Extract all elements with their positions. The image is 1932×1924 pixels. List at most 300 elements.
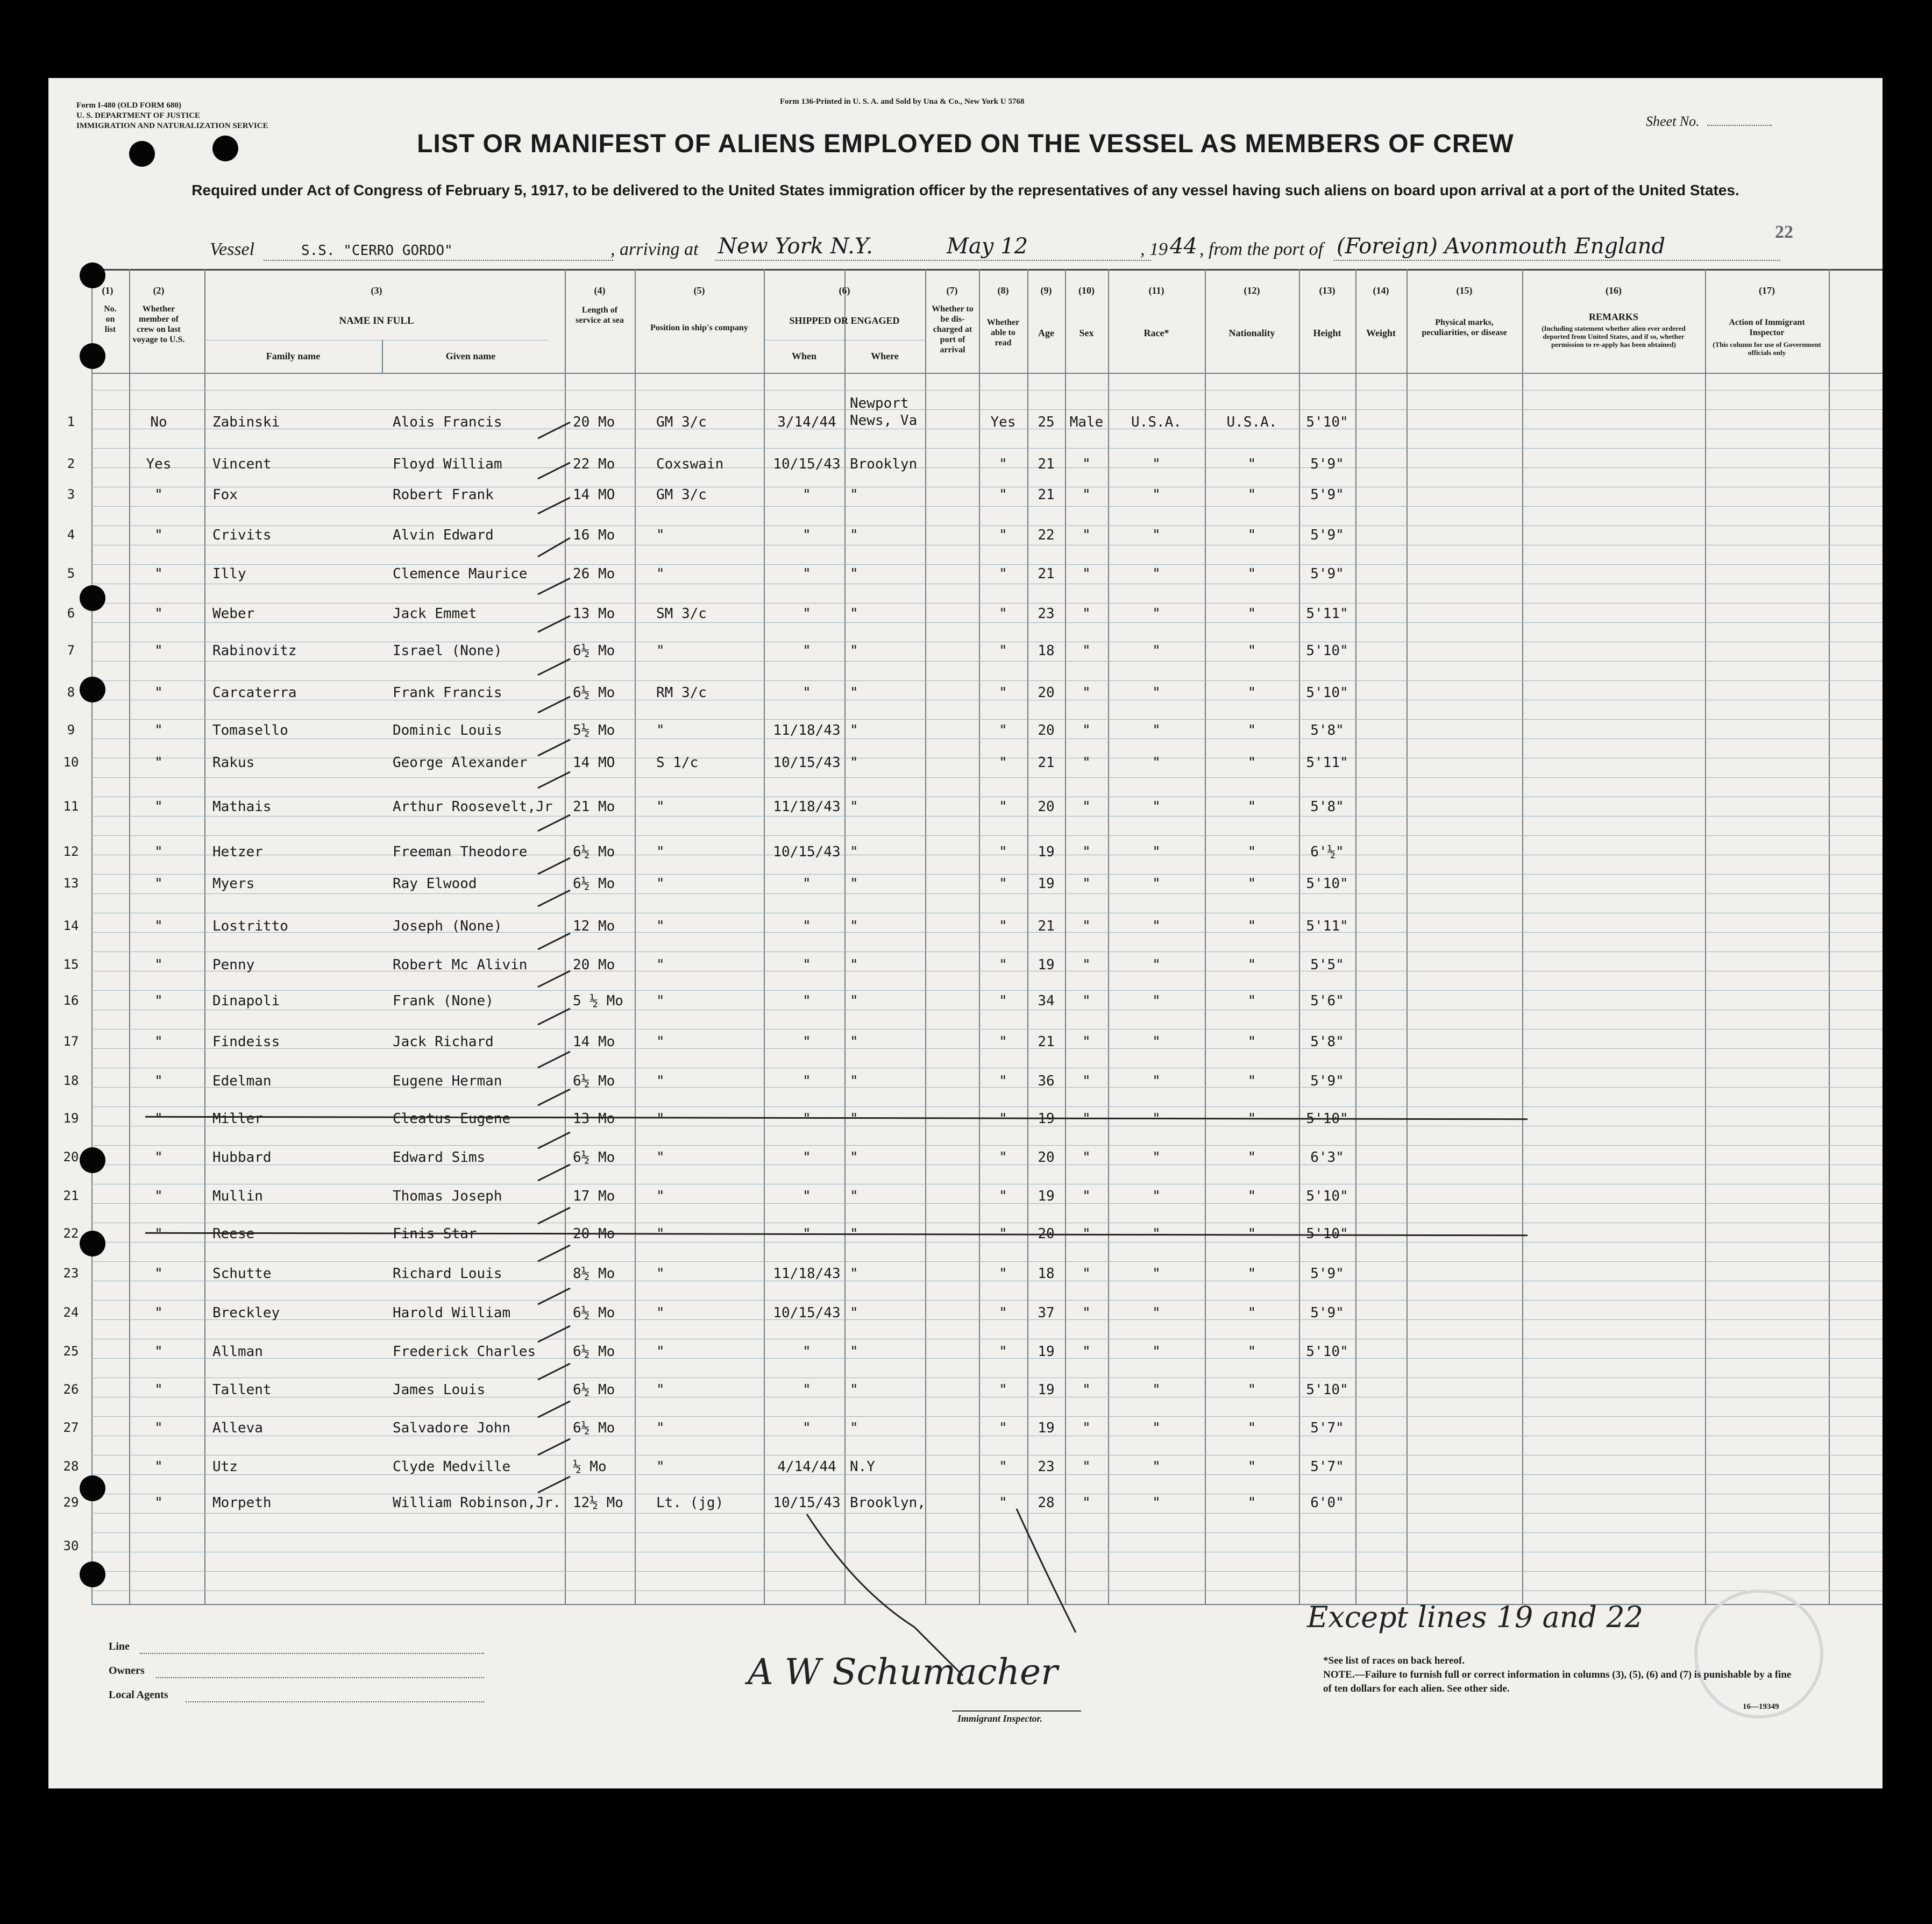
shipped-where: " <box>850 487 858 503</box>
form-line-1: Form I-480 (OLD FORM 680) <box>76 101 181 110</box>
age: 19 <box>1038 1111 1055 1127</box>
nationality: " <box>1247 487 1256 503</box>
header-when: When <box>791 351 816 361</box>
line-label: Line <box>109 1641 130 1652</box>
shipped-when: 10/15/43 <box>773 1305 841 1321</box>
sex: " <box>1082 456 1091 472</box>
crew-last-voyage: " <box>154 685 163 701</box>
height: 5'8" <box>1310 799 1344 815</box>
local-agents-field <box>186 1692 484 1702</box>
ruling-line <box>91 622 1883 623</box>
row-number: 8 <box>67 685 75 700</box>
shipped-where: " <box>850 606 858 622</box>
punch-hole <box>212 136 238 161</box>
race: " <box>1152 1495 1161 1511</box>
header-able-read: Whether able to read <box>986 318 1020 347</box>
ruling-line <box>91 893 1883 894</box>
able-to-read: " <box>999 1188 1007 1204</box>
from-port: (Foreign) Avonmouth England <box>1337 234 1666 259</box>
height: 6'3" <box>1310 1149 1344 1166</box>
length-of-service: 22 Mo <box>573 456 615 472</box>
height: 5'8" <box>1310 1034 1344 1050</box>
ship-position: " <box>656 1459 665 1475</box>
length-of-service: 6½ Mo <box>573 844 615 860</box>
height: 5'11" <box>1306 918 1348 934</box>
table-top-rule <box>91 269 1883 271</box>
shipped-when: 10/15/43 <box>773 456 841 472</box>
shipped-when: " <box>802 1111 811 1127</box>
given-name: Dominic Louis <box>393 722 502 739</box>
ship-position: " <box>656 993 665 1009</box>
able-to-read: " <box>999 1495 1007 1511</box>
sex: " <box>1082 1073 1091 1089</box>
height: 5'10" <box>1306 414 1348 430</box>
shipped-when: " <box>802 993 811 1009</box>
ruling-line <box>91 1106 1883 1107</box>
crew-last-voyage: " <box>154 1420 163 1436</box>
shipped-when: " <box>802 1344 811 1360</box>
family-name: Rakus <box>212 755 255 771</box>
crew-last-voyage: " <box>154 1305 163 1321</box>
column-divider <box>91 269 93 1604</box>
age: 28 <box>1038 1495 1055 1511</box>
shipped-where: " <box>850 799 858 815</box>
family-name: Illy <box>212 566 246 582</box>
row-number: 25 <box>63 1344 79 1359</box>
height: 5'11" <box>1306 606 1348 622</box>
able-to-read: " <box>999 527 1007 543</box>
height: 5'11" <box>1306 755 1348 771</box>
local-agents-label: Local Agents <box>109 1689 168 1701</box>
crew-last-voyage: " <box>154 1149 163 1166</box>
header-no-on-list: No. on list <box>104 304 117 334</box>
shipped-where: " <box>850 1034 858 1050</box>
family-name: Hubbard <box>212 1149 272 1166</box>
col-num-7: (7) <box>946 285 958 296</box>
shipped-where: " <box>850 1344 858 1360</box>
family-name: Tomasello <box>212 722 288 739</box>
shipped-when: " <box>802 1420 811 1436</box>
age: 20 <box>1038 685 1055 701</box>
family-name: Hetzer <box>212 844 263 860</box>
owners-field <box>156 1667 484 1678</box>
family-name: Utz <box>212 1459 238 1475</box>
crew-last-voyage: " <box>154 844 163 860</box>
ship-position: Coxswain <box>656 456 724 472</box>
height: 5'9" <box>1310 1305 1344 1321</box>
race: " <box>1152 876 1161 892</box>
ruling-line <box>91 564 1883 565</box>
row-number: 4 <box>67 527 75 542</box>
given-name: Harold William <box>393 1305 511 1321</box>
shipped-when: 10/15/43 <box>773 1495 841 1511</box>
crew-last-voyage: " <box>154 1382 163 1398</box>
nationality: " <box>1247 1034 1256 1050</box>
ship-position: RM 3/c <box>656 685 707 701</box>
ship-position: SM 3/c <box>656 606 707 622</box>
given-name: Finis Star <box>393 1226 477 1242</box>
form-identifier <box>76 101 268 131</box>
able-to-read: " <box>999 1382 1007 1398</box>
age: 19 <box>1038 876 1055 892</box>
check-marks <box>532 401 597 1584</box>
owners-label: Owners <box>109 1665 145 1677</box>
ship-position: " <box>656 1226 665 1242</box>
shipped-where: " <box>850 876 858 892</box>
punch-hole <box>80 1561 105 1587</box>
sheet-number-blank <box>1707 125 1772 126</box>
shipped-where: " <box>850 643 858 659</box>
punch-hole <box>80 1475 105 1501</box>
col-num-1: (1) <box>102 285 113 296</box>
nationality: " <box>1247 755 1256 771</box>
sex: " <box>1082 1382 1091 1398</box>
form-code: 16—19349 <box>1743 1702 1779 1711</box>
age: 19 <box>1038 957 1055 973</box>
shipped-when: " <box>802 1073 811 1089</box>
row-number: 23 <box>63 1266 79 1281</box>
row-number: 6 <box>67 606 75 621</box>
able-to-read: " <box>999 918 1007 934</box>
col-num-2: (2) <box>153 285 165 296</box>
family-name: Fox <box>212 487 238 503</box>
ruling-line <box>91 448 1883 449</box>
given-name: Frederick Charles <box>393 1344 536 1360</box>
sex: Male <box>1069 414 1104 430</box>
able-to-read: " <box>999 957 1007 973</box>
row-number: 22 <box>63 1226 79 1241</box>
column-divider <box>925 269 926 1604</box>
from-label: , from the port of <box>1199 239 1324 259</box>
able-to-read: " <box>999 1266 1007 1282</box>
sex: " <box>1082 1149 1091 1166</box>
ship-position: " <box>656 918 665 934</box>
height: 5'6" <box>1310 993 1344 1009</box>
sex: " <box>1082 566 1091 582</box>
nationality: " <box>1247 1073 1256 1089</box>
nationality: " <box>1247 993 1256 1009</box>
row-number: 29 <box>63 1495 79 1510</box>
nationality: " <box>1247 957 1256 973</box>
col-num-16: (16) <box>1606 285 1622 296</box>
age: 25 <box>1038 414 1055 430</box>
family-name: Myers <box>212 876 255 892</box>
sex: " <box>1082 844 1091 860</box>
header-shipped: SHIPPED OR ENGAGED <box>789 315 900 326</box>
able-to-read: " <box>999 566 1007 582</box>
given-name: Floyd William <box>393 456 502 472</box>
nationality: " <box>1247 643 1256 659</box>
length-of-service: 14 MO <box>573 755 615 771</box>
length-of-service: ½ Mo <box>573 1459 607 1475</box>
race: " <box>1152 993 1161 1009</box>
nationality: " <box>1247 1111 1256 1127</box>
shipped-when: " <box>802 643 811 659</box>
arriving-date: May 12 <box>947 234 1028 259</box>
header-position: Position in ship's company <box>650 323 748 332</box>
shipped-where: Brooklyn, <box>850 1495 926 1511</box>
header-age: Age <box>1038 328 1054 338</box>
column-divider <box>764 269 765 1604</box>
age: 20 <box>1038 799 1055 815</box>
family-name: Weber <box>212 606 255 622</box>
ship-position: " <box>656 566 665 582</box>
sex: " <box>1082 755 1091 771</box>
nationality: " <box>1247 1149 1256 1166</box>
shipped-when: " <box>802 1226 811 1242</box>
shipped-when: 11/18/43 <box>773 722 841 739</box>
given-name: Arthur Roosevelt,Jr <box>393 799 553 815</box>
race: " <box>1152 456 1161 472</box>
age: 21 <box>1038 755 1055 771</box>
height: 5'8" <box>1310 722 1344 739</box>
ruling-line <box>91 1242 1883 1243</box>
length-of-service: 20 Mo <box>573 1226 615 1242</box>
col-num-17: (17) <box>1759 285 1775 296</box>
height: 6'½" <box>1310 844 1344 860</box>
able-to-read: " <box>999 1420 1007 1436</box>
race: U.S.A. <box>1131 414 1182 430</box>
age: 20 <box>1038 722 1055 739</box>
given-name: Joseph (None) <box>393 918 502 934</box>
punch-hole <box>129 141 155 167</box>
length-of-service: 26 Mo <box>573 566 615 582</box>
given-name: Frank Francis <box>393 685 502 701</box>
sex: " <box>1082 799 1091 815</box>
ship-position: " <box>656 1073 665 1089</box>
header-given-name: Given name <box>445 351 496 361</box>
age: 18 <box>1038 643 1055 659</box>
able-to-read: " <box>999 1459 1007 1475</box>
race: " <box>1152 844 1161 860</box>
length-of-service: 6½ Mo <box>573 876 615 892</box>
sex: " <box>1082 993 1091 1009</box>
length-of-service: 5½ Mo <box>573 722 615 739</box>
nationality: " <box>1247 1188 1256 1204</box>
nationality: " <box>1247 566 1256 582</box>
height: 5'9" <box>1310 456 1344 472</box>
length-of-service: 20 Mo <box>573 957 615 973</box>
length-of-service: 6½ Mo <box>573 1149 615 1166</box>
race: " <box>1152 1459 1161 1475</box>
row-number: 30 <box>63 1538 79 1553</box>
crew-last-voyage: " <box>154 487 163 503</box>
able-to-read: " <box>999 1305 1007 1321</box>
age: 21 <box>1038 456 1055 472</box>
able-to-read: " <box>999 876 1007 892</box>
header-remarks-sub: (Including statement whether alien ever ordered deported from United States, and if so, whether permission to re-apply has been obtained) <box>1542 324 1686 349</box>
length-of-service: 13 Mo <box>573 1111 615 1127</box>
sex: " <box>1082 1344 1091 1360</box>
row-number: 26 <box>63 1382 79 1397</box>
ruling-line <box>91 680 1883 681</box>
crew-last-voyage: Yes <box>146 456 172 472</box>
signature-rule <box>952 1710 1081 1712</box>
col-num-15: (15) <box>1456 285 1473 296</box>
length-of-service: 6½ Mo <box>573 685 615 701</box>
row-number: 12 <box>63 844 79 859</box>
col-num-4: (4) <box>594 285 606 296</box>
family-name: Allman <box>212 1344 263 1360</box>
nationality: " <box>1247 1459 1256 1475</box>
sheet-label-text: Sheet No. <box>1646 113 1700 129</box>
sheet-number-label <box>1646 113 1772 130</box>
able-to-read: " <box>999 1149 1007 1166</box>
punch-hole <box>80 343 105 369</box>
race: " <box>1152 1305 1161 1321</box>
height: 5'10" <box>1306 643 1348 659</box>
race: " <box>1152 527 1161 543</box>
age: 36 <box>1038 1073 1055 1089</box>
race: " <box>1152 1344 1161 1360</box>
age: 19 <box>1038 1188 1055 1204</box>
row-number: 27 <box>63 1420 79 1435</box>
crew-last-voyage: No <box>150 414 167 430</box>
crew-last-voyage: " <box>154 918 163 934</box>
height: 6'0" <box>1310 1495 1344 1511</box>
nationality: " <box>1247 1266 1256 1282</box>
sex: " <box>1082 1034 1091 1050</box>
age: 19 <box>1038 844 1055 860</box>
ruling-line <box>91 390 1883 391</box>
row-number: 3 <box>67 487 75 502</box>
sex: " <box>1082 1420 1091 1436</box>
ruling-line <box>91 719 1883 720</box>
shipped-when: 11/18/43 <box>773 799 841 815</box>
length-of-service: 16 Mo <box>573 527 615 543</box>
shipped-when: " <box>802 918 811 934</box>
row-number: 20 <box>63 1149 79 1165</box>
shipped-when: " <box>802 685 811 701</box>
shipped-when: " <box>802 1382 811 1398</box>
height: 5'10" <box>1306 1188 1348 1204</box>
inspector-signature: A W Schumacher <box>748 1651 1058 1693</box>
ruling-line <box>91 1261 1883 1262</box>
crew-last-voyage: " <box>154 606 163 622</box>
family-name: Reese <box>212 1226 255 1242</box>
family-name: Breckley <box>212 1305 280 1321</box>
column-divider <box>1829 269 1830 1604</box>
punch-hole <box>80 1147 105 1173</box>
length-of-service: 17 Mo <box>573 1188 615 1204</box>
length-of-service: 8½ Mo <box>573 1266 615 1282</box>
family-name: Tallent <box>212 1382 272 1398</box>
height: 5'10" <box>1306 1344 1348 1360</box>
header-weight: Weight <box>1366 328 1396 338</box>
shipped-when: " <box>802 1149 811 1166</box>
shipped-when: 4/14/44 <box>777 1459 836 1475</box>
nationality: " <box>1247 1420 1256 1436</box>
able-to-read: " <box>999 755 1007 771</box>
age: 23 <box>1038 606 1055 622</box>
ship-position: " <box>656 722 665 739</box>
family-name: Morpeth <box>212 1495 272 1511</box>
able-to-read: " <box>999 685 1007 701</box>
able-to-read: " <box>999 993 1007 1009</box>
race: " <box>1152 1188 1161 1204</box>
able-to-read: " <box>999 722 1007 739</box>
race: " <box>1152 606 1161 622</box>
ruling-line <box>91 835 1883 836</box>
ship-position: " <box>656 876 665 892</box>
shipped-where: " <box>850 957 858 973</box>
race: " <box>1152 1111 1161 1127</box>
row-number: 15 <box>63 957 79 972</box>
family-name: Alleva <box>212 1420 263 1436</box>
ruling-line <box>91 990 1883 991</box>
nationality: " <box>1247 1382 1256 1398</box>
header-whether-member: Whether member of crew on last voyage to U.S. <box>132 304 185 344</box>
age: 34 <box>1038 993 1055 1009</box>
inspector-label: Immigrant Inspector. <box>957 1713 1043 1724</box>
shipped-where: " <box>850 755 858 771</box>
row-number: 18 <box>63 1073 79 1088</box>
able-to-read: Yes <box>990 414 1016 430</box>
length-of-service: 21 Mo <box>573 799 615 815</box>
height: 5'5" <box>1310 957 1344 973</box>
length-of-service: 5 ½ Mo <box>573 993 623 1009</box>
col-num-13: (13) <box>1319 285 1336 296</box>
given-name: Clemence Maurice <box>393 566 528 582</box>
given-name: Frank (None) <box>393 993 494 1009</box>
nationality: " <box>1247 1344 1256 1360</box>
shipped-where: " <box>850 918 858 934</box>
col-num-12: (12) <box>1244 285 1260 296</box>
able-to-read: " <box>999 1034 1007 1050</box>
sex: " <box>1082 957 1091 973</box>
ruling-line <box>91 661 1883 662</box>
race: " <box>1152 722 1161 739</box>
shipped-where: " <box>850 566 858 582</box>
given-name: Freeman Theodore <box>393 844 528 860</box>
given-name: Salvadore John <box>393 1420 511 1436</box>
length-of-service: 6½ Mo <box>573 1073 615 1089</box>
crew-last-voyage: " <box>154 755 163 771</box>
sex: " <box>1082 1226 1091 1242</box>
sex: " <box>1082 1188 1091 1204</box>
ruling-line <box>91 777 1883 778</box>
page-number: 22 <box>1775 222 1793 242</box>
header-where: Where <box>871 351 899 361</box>
crew-last-voyage: " <box>154 1073 163 1089</box>
race: " <box>1152 1382 1161 1398</box>
age: 21 <box>1038 487 1055 503</box>
height: 5'7" <box>1310 1420 1344 1436</box>
header-height: Height <box>1313 328 1341 338</box>
handwritten-exception-note: Except lines 19 and 22 <box>1307 1600 1643 1634</box>
ship-position: " <box>656 1344 665 1360</box>
nationality: " <box>1247 1226 1256 1242</box>
header-nationality: Nationality <box>1228 328 1275 338</box>
shipped-when: " <box>802 566 811 582</box>
ruling-line <box>91 1145 1883 1146</box>
shipped-where: " <box>850 1420 858 1436</box>
age: 18 <box>1038 1266 1055 1282</box>
crew-last-voyage: " <box>154 722 163 739</box>
sex: " <box>1082 1495 1091 1511</box>
crew-last-voyage: " <box>154 1344 163 1360</box>
age: 21 <box>1038 566 1055 582</box>
col-num-8: (8) <box>997 285 1009 296</box>
form-line-3: IMMIGRATION AND NATURALIZATION SERVICE <box>76 122 268 130</box>
height: 5'9" <box>1310 566 1344 582</box>
sex: " <box>1082 1459 1091 1475</box>
family-name: Miller <box>212 1111 263 1127</box>
nationality: " <box>1247 799 1256 815</box>
arriving-place: New York N.Y. <box>718 234 873 259</box>
nationality: " <box>1247 1305 1256 1321</box>
sex: " <box>1082 722 1091 739</box>
